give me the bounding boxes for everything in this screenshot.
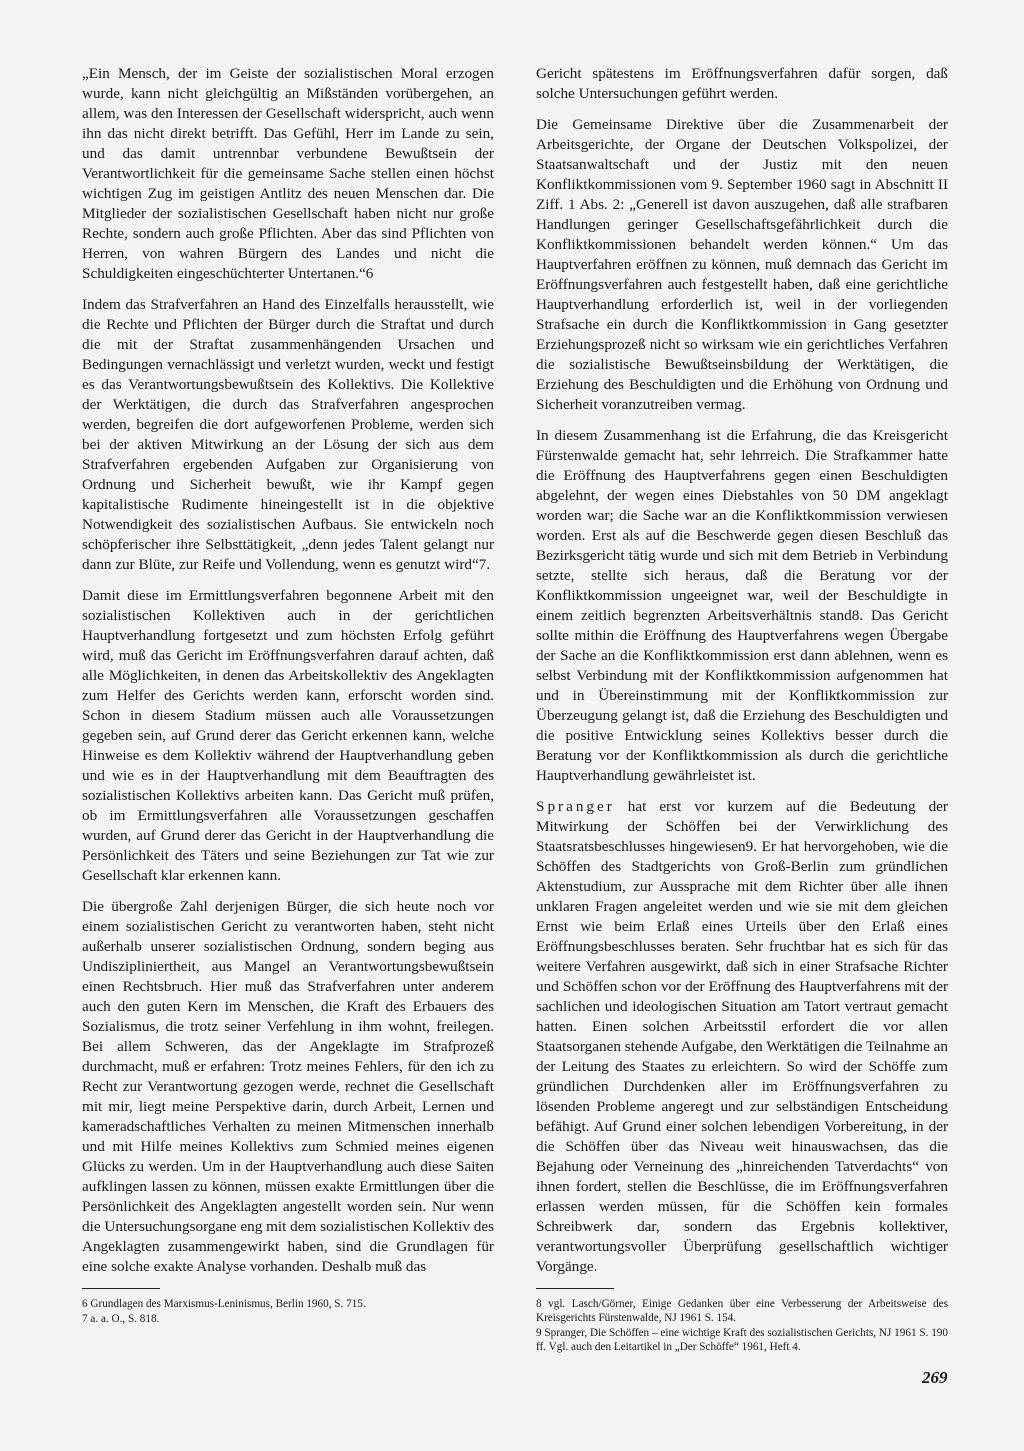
footnote-rule [82,1288,160,1289]
paragraph: Damit diese im Ermittlungsverfahren begonnene Arbeit mit den sozialistischen Kollektiven auch in der gerichtlichen Hauptverhandlung fortgesetzt und zum höchsten Erfolg geführt wird, muß das Gericht im Eröffnungsverfahren darauf achten, daß alle Möglichkeiten, in denen das Arbeitskollektiv des Angeklagten zum Helfer des Gerichts werden kann, erforscht worden sind. Schon in diesem Stadium müssen auch alle Voraussetzungen gegeben sein, auf Grund derer das Gericht erkennen kann, welche Hinweise es dem Kollektiv während der Hauptverhandlung geben und wie es in der Hauptverhandlung mit dem Beauftragten des sozialistischen Kollektivs arbeiten kann. Das Gericht muß prüfen, ob im Ermittlungsverfahren alle Voraussetzungen geschaffen wurden, auf Grund derer das Gericht in der Hauptverhandlung die Persönlichkeit des Täters und seine Beziehungen zur Tat wie zur Gesellschaft klar erkennen kann. [82,587,494,884]
page-number: 269 [922,1368,948,1387]
paragraph: Indem das Strafverfahren an Hand des Einzelfalls herausstellt, wie die Rechte und Pflichten der Bürger durch die Straftat und durch die mit der Straftat zusammenhängenden Ursachen und Bedingungen vernachlässigt und verletzt wurden, weckt und festigt es das Verantwortungsbewußtsein des Kollektivs. Die Kollektive der Werktätigen, die durch das Strafverfahren angesprochen werden, begreifen die dort aufgeworfenen Probleme, werden sich bei der aktiven Mitwirkung an der Lösung der sich aus dem Strafverfahren ergebenden Aufgaben zur Organisierung von Ordnung und Sicherheit bewußt, wie ihr Kampf gegen kapitalistische Rudimente hineingestellt ist in die objektive Notwendigkeit des sozialistischen Aufbaus. Sie entwickeln noch schöpferischer ihre Selbsttätigkeit, „denn jedes Talent gelangt nur dann zur Blüte, zur Reife und Vollendung, wenn es genutzt wird“7. [82,296,494,573]
footnote-9: 9 Spranger, Die Schöffen – eine wichtige Kraft des sozialistischen Gerichts, NJ 1961 S. 190 ff. Vgl. auch den Leitartikel in „Der Schöffe“ 1961, Heft 4. [536,1327,948,1353]
footnote-6: 6 Grundlagen des Marxismus-Leninismus, Berlin 1960, S. 715. [82,1298,366,1310]
left-column [82,64,494,1327]
paragraph: Gericht spätestens im Eröffnungsverfahren dafür sorgen, daß solche Untersuchungen geführt werden. [536,65,948,102]
right-column [536,64,948,1355]
author-name-spranger: Spranger [536,798,615,815]
paragraph: Die Gemeinsame Direktive über die Zusammenarbeit der Arbeitsgerichte, der Organe der Deutschen Volkspolizei, der Staatsanwaltschaft und der Justiz mit den neuen Konfliktkommissionen vom 9. September 1960 sagt in Abschnitt II Ziff. 1 Abs. 2: „Generell ist davon auszugehen, daß alle strafbaren Handlungen geringer Gesellschaftsgefährlichkeit durch die Konfliktkommissionen behandelt werden können.“ Um das Hauptverfahren eröffnen zu können, muß demnach das Gericht im Eröffnungsverfahren auch festgestellt haben, daß eine gerichtliche Hauptverhandlung erforderlich ist, weil in der vorliegenden Strafsache ein durch die Konfliktkommission in Gang gesetzter Erziehungsprozeß nicht so wirksam wie ein gerichtliches Verfahren die sozialistische Bewußtseinsbildung der Werktätigen, die Erziehung des Beschuldigten und die Erhöhung von Ordnung und Sicherheit voranzutreiben vermag. [536,116,948,413]
paragraph-quote: „Ein Mensch, der im Geiste der sozialistischen Moral erzogen wurde, kann nicht gleichgültig an Mißständen vorübergehen, an allem, was den Interessen der Gesellschaft widerspricht, auch wenn ihn das nicht direkt betrifft. Das Gefühl, Herr im Lande zu sein, und das damit untrennbar verbundene Bewußtsein der Verantwortlichkeit für die gemeinsame Sache stellen einen höchst wichtigen Zug im geistigen Antlitz des neuen Menschen dar. Die Mitglieder der sozialistischen Gesellschaft haben nicht nur große Rechte, sondern auch große Pflichten. Aber das sind Pflichten von Herren, von wahren Bürgern des Landes und nicht die Schuldigkeiten eingeschüchterter Untertanen.“6 [82,65,494,282]
paragraph-text: hat erst vor kurzem auf die Bedeutung der Mitwirkung der Schöffen bei der Verwirklichung des Staatsratsbeschlusses hingewiesen9. Er hat hervorgehoben, wie die Schöffen des Stadtgerichts von Groß-Berlin zum gründlichen Aktenstudium, zur Aussprache mit dem Richter über alle ihnen unklaren Fragen angeleitet werden und wie sie mit dem gleichen Ernst wie beim Erlaß eines Urteils über den Erlaß eines Eröffnungsbeschlusses beraten. Sehr fruchtbar hat es sich für das weitere Verfahren ausgewirkt, daß sich in einer Strafsache Richter und Schöffen schon vor der Eröffnung des Hauptverfahrens mit der sachlichen und ideologischen Situation am Tatort vertraut gemacht hatten. Einen solchen Arbeitsstil erfordert die vor allen Staatsorganen stehende Aufgabe, den Werktätigen die Teilnahme an der Leitung des Staates zu erleichtern. So wird der Schöffe zum gründlichen Durchdenken aller im Eröffnungsverfahren zu lösenden Probleme angeregt und zur selbständigen Entscheidung befähigt. Auf Grund einer solchen lebendigen Vorbereitung, in der die Schöffen über das Niveau weit hinauswachsen, das die Bejahung oder Verneinung des „hinreichenden Tatverdachts“ von ihnen fordert, stellen die Beschlüsse, die im Eröffnungsverfahren erlassen werden müssen, für die Schöffen kein formales Schreibwerk dar, sondern das Ergebnis kollektiver, verantwortungsvoller Überprüfung gesellschaftlich wichtiger Vorgänge. [536,798,948,1275]
paragraph: Die übergroße Zahl derjenigen Bürger, die sich heute noch vor einem sozialistischen Gericht zu verantworten haben, steht nicht außerhalb unserer sozialistischen Ordnung, sondern beging aus Undiszipliniertheit, aus Mangel an Verantwortungsbewußtsein einen Rechtsbruch. Hier muß das Strafverfahren unter anderem auch den guten Kern im Menschen, die Kraft des Erbauers des Sozialismus, die trotz seiner Verfehlung in ihm wohnt, freilegen. Bei allem Schweren, das der Angeklagte im Strafprozeß durchmacht, muß er erfahren: Trotz meines Fehlers, für den ich zu Recht zur Verantwortung gezogen werde, rechnet die Gesellschaft mit mir, liegt meine Perspektive darin, durch Arbeit, Lernen und kameradschaftliches Verhalten zu meinen Mitmenschen innerhalb und mit Hilfe meines Kollektivs zum Schmied meines eigenen Glücks zu werden. Um in der Hauptverhandlung auch diese Saiten aufklingen lassen zu können, müssen exakte Ermittlungen über die Persönlichkeit des Angeklagten angestellt worden sein. Nur wenn die Untersuchungsorgane eng mit dem sozialistischen Kollektiv des Angeklagten zusammengewirkt haben, sind die Grundlagen für eine solche exakte Analyse vorhanden. Deshalb muß das [82,898,494,1275]
paragraph-spranger [536,797,948,1277]
footnote-rule [536,1288,614,1289]
paragraph: In diesem Zusammenhang ist die Erfahrung, die das Kreisgericht Fürstenwalde gemacht hat, sehr lehrreich. Die Strafkammer hatte die Eröffnung des Hauptverfahrens gegen einen Beschuldigten abgelehnt, der wegen eines Diebstahles von 50 DM angeklagt worden war; die Sache war an die Konfliktkommission verwiesen worden. Erst als auf die Beschwerde gegen diesen Beschluß das Bezirksgericht tätig wurde und sich mit dem Betrieb in Verbindung setzte, stellte sich heraus, daß die Beratung vor der Konfliktkommission ungeeignet war, weil der Beschuldigte in einem zeitlich begrenzten Arbeitsverhältnis stand8. Das Gericht sollte mithin die Eröffnung des Hauptverfahrens wegen Übergabe der Sache an die Konfliktkommission erst dann ablehnen, wenn es selbst Verbindung mit der Konfliktkommission aufgenommen hat und in Übereinstimmung mit der Konfliktkommission zur Überzeugung gelangt ist, daß die Erziehung des Beschuldigten und die positive Entwicklung seines Kollektivs besser durch die Beratung vor der Konfliktkommission als durch die gerichtliche Hauptverhandlung gewährleistet ist. [536,427,948,784]
footnote-8: 8 vgl. Lasch/Görner, Einige Gedanken über eine Verbesserung der Arbeitsweise des Kreisgerichts Fürstenwalde, NJ 1961 S. 154. [536,1298,948,1324]
footnote-7: 7 a. a. O., S. 818. [82,1313,160,1325]
